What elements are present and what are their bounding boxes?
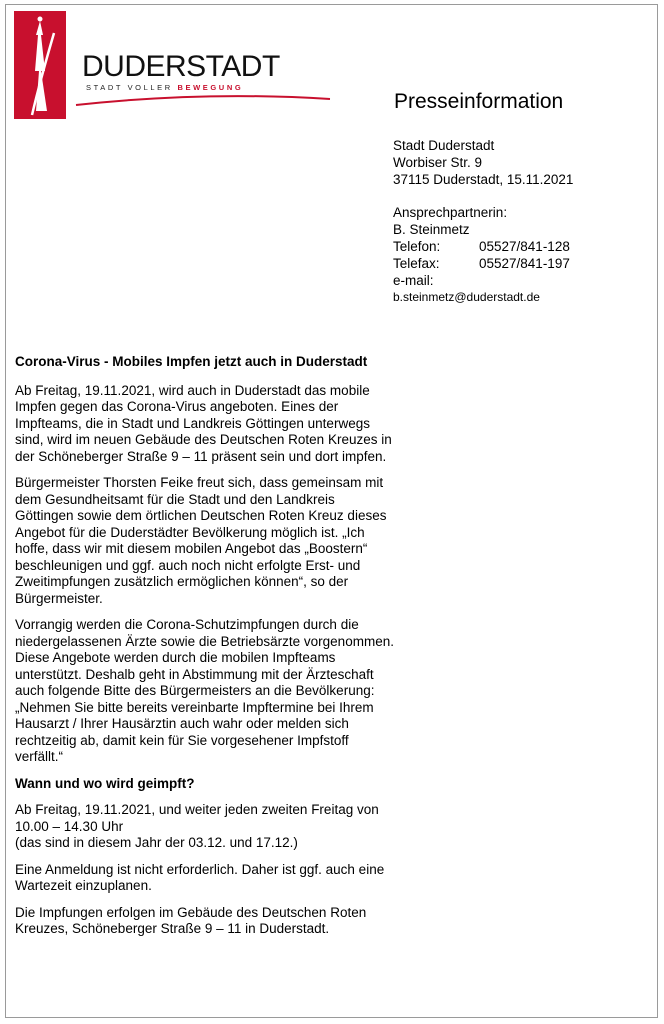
- address-line: Stadt Duderstadt: [393, 138, 495, 153]
- article-paragraph: Ab Freitag, 19.11.2021, wird auch in Duderstadt das mobile Impfen gegen das Corona-Virus angeboten. Eines der Impfteams, die in Stadt und Landkreis Göttingen unterwegs sind, wird im neuen Gebäude des Deutschen Roten Kreuzes in der Schöneberger Straße 9 – 11 präsent sein und dort impfen.: [15, 382, 392, 464]
- email-address[interactable]: b.steinmetz@duderstadt.de: [393, 290, 540, 304]
- phone-row: [393, 238, 570, 255]
- brand-claim-prefix: STADT VOLLER: [86, 83, 178, 92]
- article-subheading: Wann und wo wird geimpft?: [15, 775, 195, 791]
- email-label: e-mail:: [393, 273, 434, 288]
- schedule-note: (das sind in diesem Jahr der 03.12. und 17.12.): [15, 835, 298, 850]
- press-title: Presseinformation: [394, 90, 564, 113]
- press-release-page: [5, 4, 658, 1018]
- contact-block: [393, 204, 570, 306]
- article-paragraph: Die Impfungen erfolgen im Gebäude des Deutschen Roten Kreuzes, Schöneberger Straße 9 – 11 in Duderstadt.: [15, 904, 367, 936]
- article-title: Corona-Virus - Mobiles Impfen jetzt auch in Duderstadt: [15, 354, 368, 369]
- fax-label: Telefax:: [393, 256, 440, 271]
- fax-number: 05527/841-197: [479, 256, 570, 271]
- sender-address: [393, 137, 573, 188]
- address-line: Worbiser Str. 9: [393, 155, 483, 170]
- article-body: [15, 354, 395, 948]
- article-paragraph: Bürgermeister Thorsten Feike freut sich, dass gemeinsam mit dem Gesundheitsamt für die Stadt und den Landkreis Göttingen sowie dem örtlichen Deutschen Roten Kreuz dieses Angebot für die Duderstädter Bevölkerung möglich ist. „Ich hoffe, dass wir mit diesem mobilen Angebot das „Boostern“ beschleunigen und ggf. auch noch nicht erfolgte Erst- und Zweitimpfungen zusätzlich ermöglichen können“, so der Bürgermeister.: [15, 475, 387, 606]
- phone-number: 05527/841-128: [479, 239, 570, 254]
- duderstadt-logo: [14, 11, 334, 123]
- article-paragraph: Vorrangig werden die Corona-Schutzimpfungen durch die niedergelassenen Ärzte sowie die Betriebsärzte vorgenommen. Diese Angebote werden durch die mobilen Impfteams unterstützt. Deshalb geht in Abstimmung mit der Ärzteschaft auch folgende Bitte des Bürgermeisters an die Bevölkerung: „Nehmen Sie bitte bereits vereinbarte Impftermine bei Ihrem Hausarzt / Ihrer Hausärztin auch wahr oder melden sich rechtzeitig ab, damit kein für Sie vorgesehener Impfstoff verfällt.“: [15, 617, 394, 764]
- brand-claim: [86, 84, 243, 92]
- address-line: 37115 Duderstadt, 15.11.2021: [393, 172, 574, 187]
- article-paragraph: Eine Anmeldung ist nicht erforderlich. Daher ist ggf. auch eine Wartezeit einzuplanen.: [15, 861, 385, 893]
- phone-label: Telefon:: [393, 239, 441, 254]
- schedule-paragraph: [15, 802, 395, 852]
- brand-claim-bold: BEWEGUNG: [177, 83, 244, 92]
- schedule-line: Ab Freitag, 19.11.2021, und weiter jeden zweiten Freitag von 10.00 – 14.30 Uhr: [15, 802, 379, 834]
- brand-name: DUDERSTADT: [82, 50, 280, 83]
- fax-row: [393, 255, 570, 272]
- contact-heading: Ansprechpartnerin:: [393, 205, 508, 220]
- contact-name: B. Steinmetz: [393, 222, 470, 237]
